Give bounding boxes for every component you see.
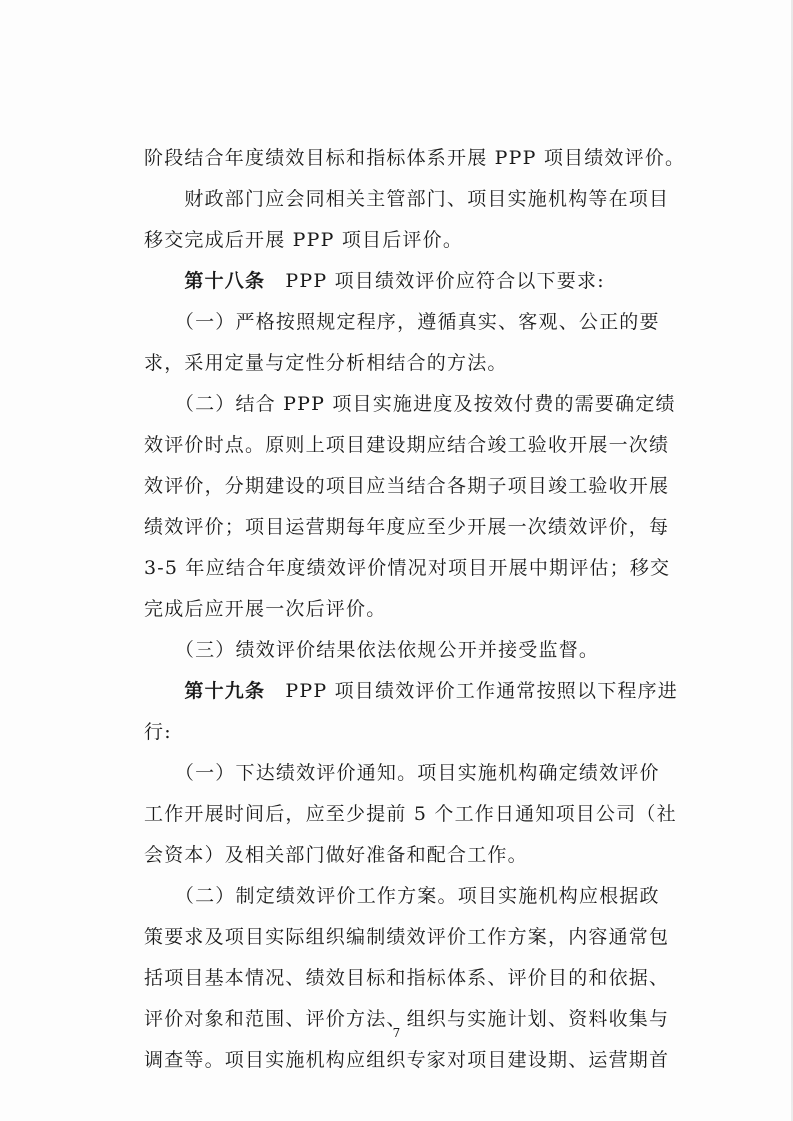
text-line: （二）结合 PPP 项目实施进度及按效付费的需要确定绩 (144, 393, 676, 415)
text-line: 会资本）及相关部门做好准备和配合工作。 (144, 844, 528, 866)
paragraph (144, 876, 670, 1081)
text-line (144, 261, 664, 302)
text-line: 括项目基本情况、绩效目标和指标体系、评价目的和依据、 (144, 967, 670, 989)
text-line: 行: (144, 721, 172, 743)
paragraph (144, 179, 670, 261)
text-line: 财政部门应会同相关主管部门、项目实施机构等在项目 (144, 188, 670, 210)
text-line: 策要求及项目实际组织编制绩效评价工作方案，内容通常包 (144, 926, 670, 948)
text-line: （三）绩效评价结果依法依规公开并接受监督。 (144, 639, 600, 661)
text-line (144, 671, 678, 712)
text-line: 移交完成后开展 PPP 项目后评价。 (144, 229, 464, 251)
article-heading: 第十九条 (144, 680, 266, 702)
text-line: 3-5 年应结合年度绩效评价情况对项目开展中期评估；移交 (144, 557, 671, 579)
article-text: PPP 项目绩效评价应符合以下要求: (265, 270, 605, 292)
text-line: 求，采用定量与定性分析相结合的方法。 (144, 352, 508, 374)
paragraph (144, 630, 664, 671)
text-line: 评价对象和范围、评价方法、组织与实施计划、资料收集与 (144, 1008, 670, 1030)
text-line: 效评价，分期建设的项目应当结合各期子项目竣工验收开展 (144, 475, 670, 497)
text-line: 绩效评价；项目运营期每年度应至少开展一次绩效评价，每 (144, 516, 670, 538)
paragraph (144, 753, 677, 876)
article-heading: 第十八条 (144, 270, 266, 292)
paragraph-article-19 (144, 671, 678, 753)
text-line: 阶段结合年度绩效目标和指标体系开展 PPP 项目绩效评价。 (144, 147, 686, 169)
document-body (144, 138, 686, 1081)
text-line: 完成后应开展一次后评价。 (144, 598, 387, 620)
text-line: （二）制定绩效评价工作方案。项目实施机构应根据政 (144, 885, 660, 907)
paragraph (144, 302, 664, 384)
text-line: 调查等。项目实施机构应组织专家对项目建设期、运营期首 (144, 1049, 670, 1071)
paragraph (144, 384, 676, 630)
text-line: （一）下达绩效评价通知。项目实施机构确定绩效评价 (144, 762, 660, 784)
text-line: 效评价时点。原则上项目建设期应结合竣工验收开展一次绩 (144, 434, 670, 456)
text-line: 工作开展时间后，应至少提前 5 个工作日通知项目公司（社 (144, 803, 677, 825)
text-line: （一）严格按照规定程序，遵循真实、客观、公正的要 (144, 311, 660, 333)
paragraph-article-18 (144, 261, 664, 302)
article-text: PPP 项目绩效评价工作通常按照以下程序进 (265, 680, 678, 702)
page-number: 7 (392, 1026, 401, 1040)
paragraph (144, 138, 686, 179)
